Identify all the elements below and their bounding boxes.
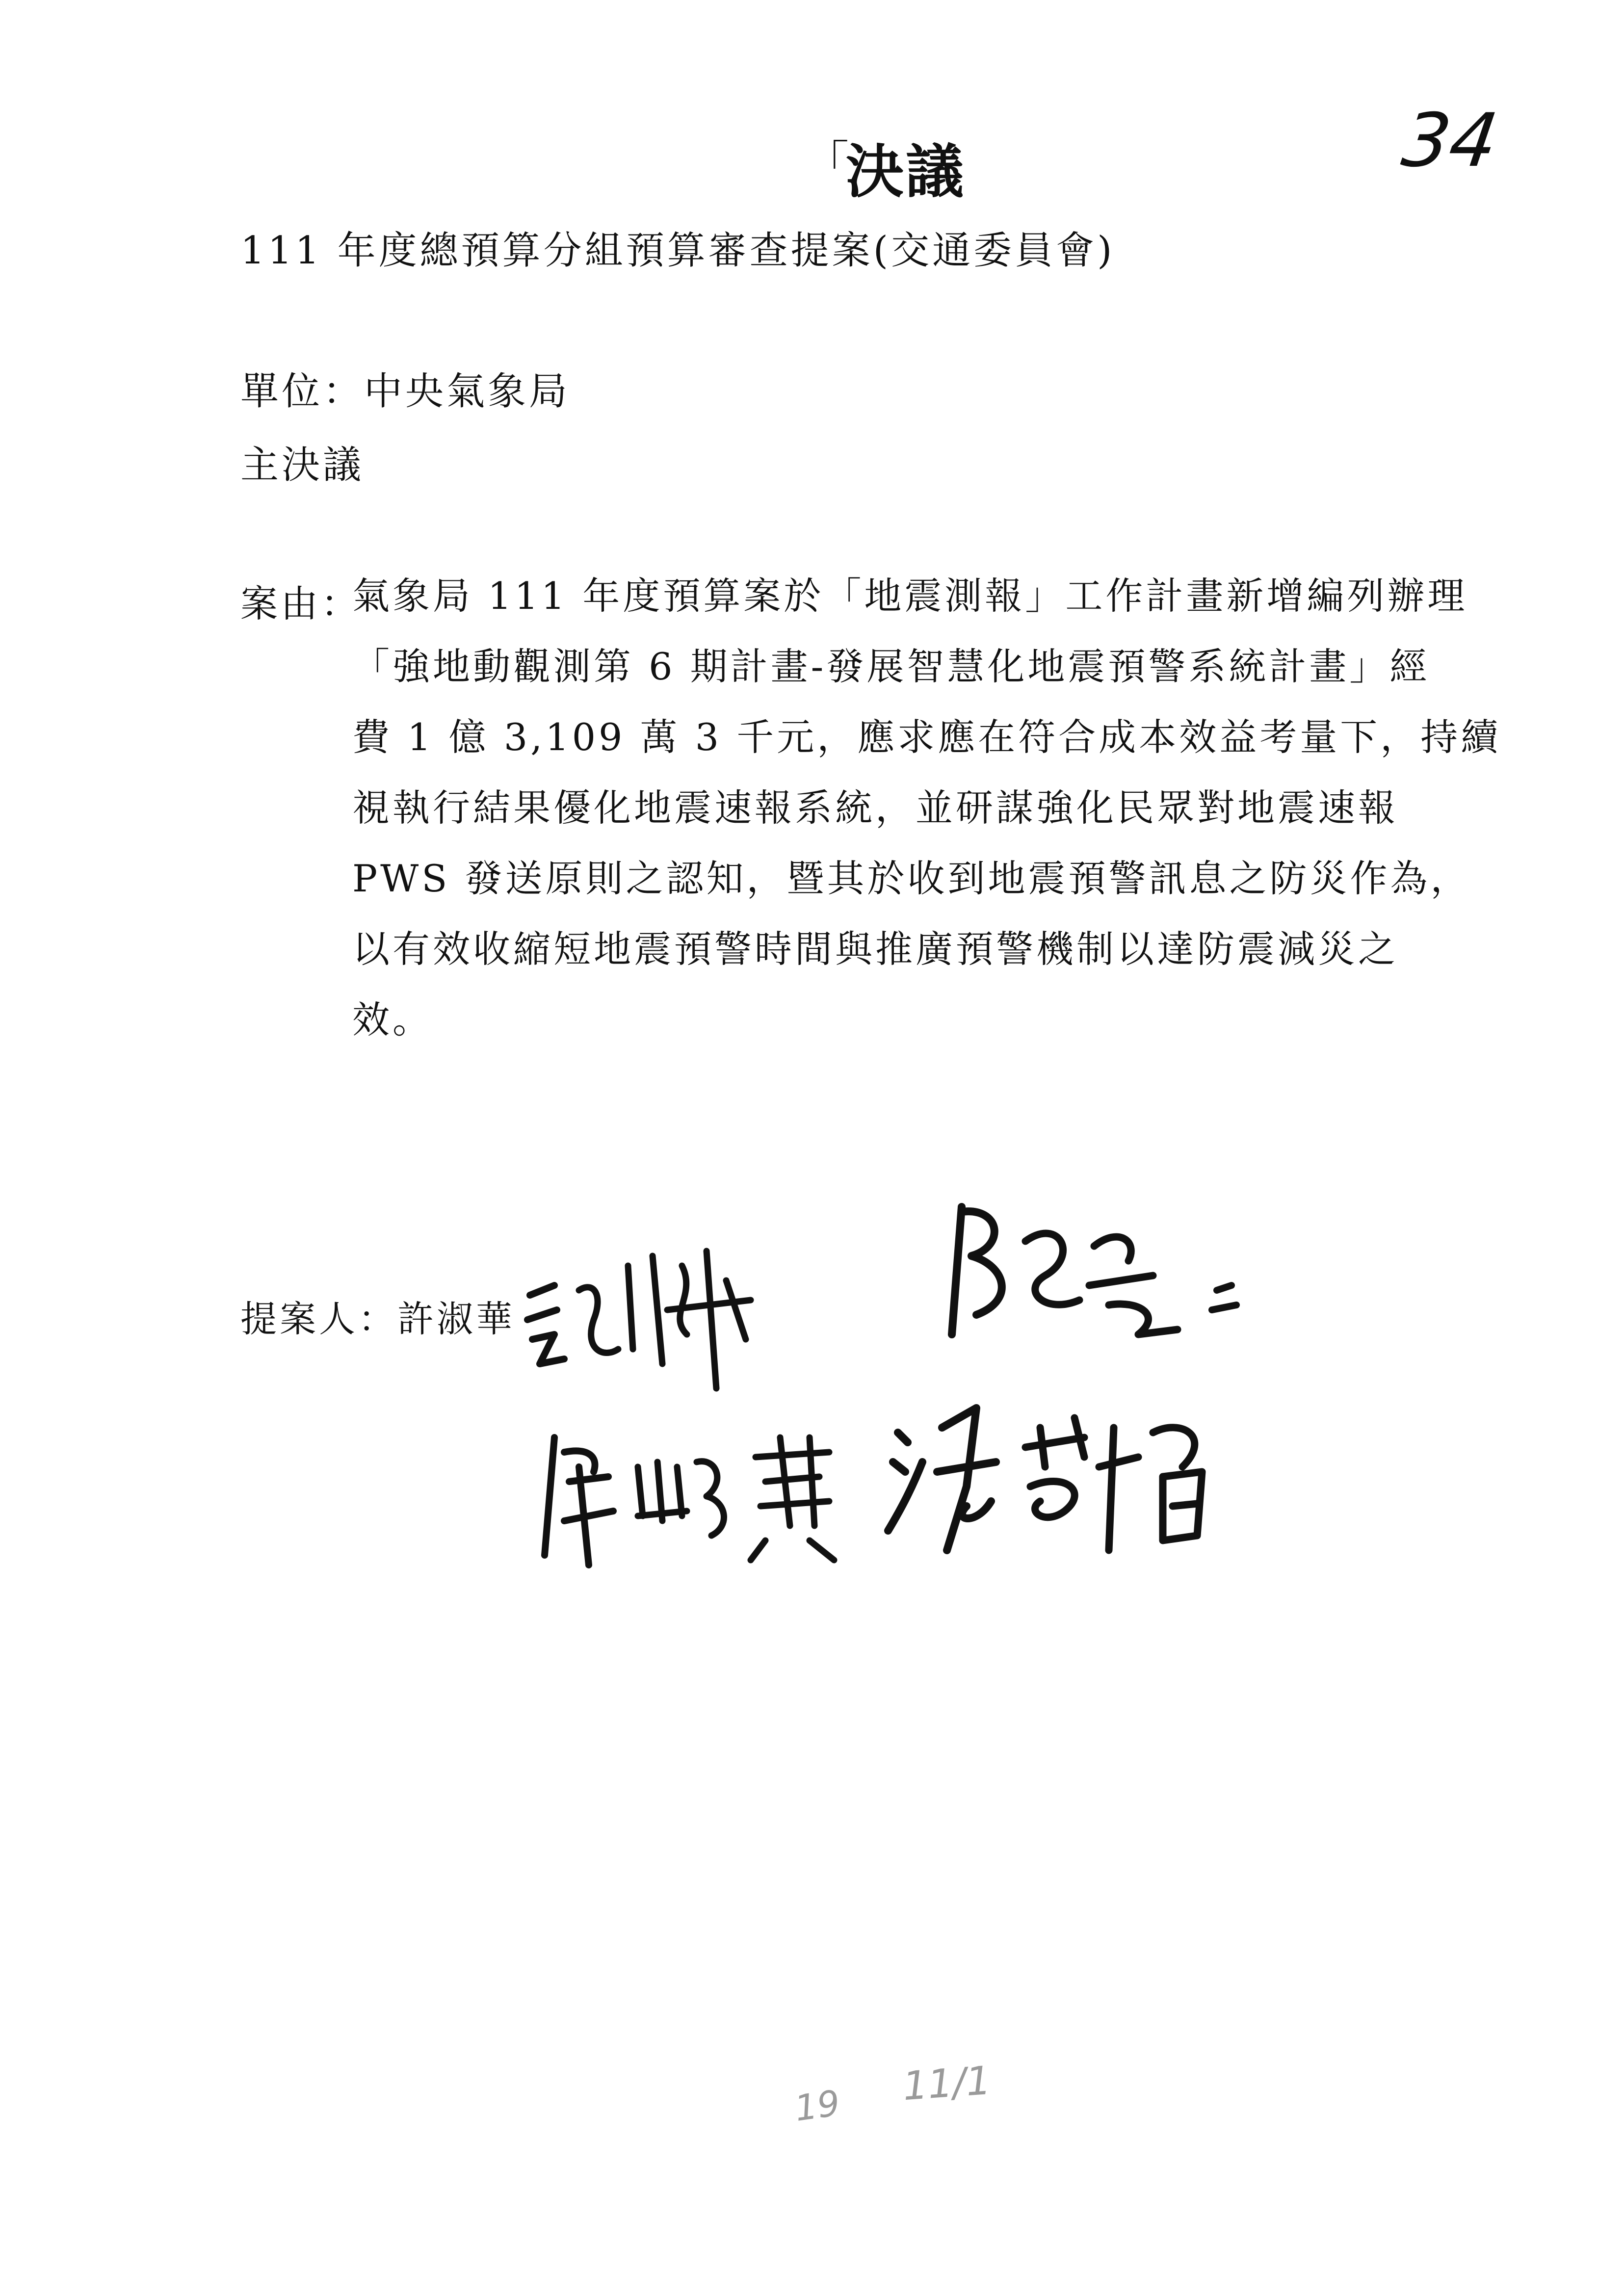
reason-label: 案由： xyxy=(240,582,361,626)
reason-line: 「強地動觀測第 6 期計畫-發展智慧化地震預警系統計畫」經 xyxy=(352,645,1430,688)
handwritten-signature-icon xyxy=(932,1187,1276,1354)
proposer-line xyxy=(240,1290,515,1342)
page-number: 34 xyxy=(1397,98,1503,183)
proposer-name: 許淑華 xyxy=(397,1298,515,1340)
proposer-label: 提案人： xyxy=(240,1298,397,1340)
reason-line: 效。 xyxy=(352,998,433,1042)
title-text: 決議 xyxy=(846,137,966,206)
unit-value: 中央氣象局 xyxy=(364,369,571,414)
handwritten-signature-icon xyxy=(535,1408,849,1570)
footer-date: 11/1 xyxy=(901,2057,993,2110)
unit-line xyxy=(240,361,570,416)
reason-line: 氣象局 111 年度預算案於「地震測報」工作計畫新增編列辦理 xyxy=(352,574,1468,618)
unit-label: 單位： xyxy=(240,369,365,414)
main-resolution-heading: 主決議 xyxy=(240,443,365,487)
reason-line: 以有效收縮短地震預警時間與推廣預警機制以達防震減災之 xyxy=(352,927,1398,971)
footer-number: 19 xyxy=(792,2082,843,2129)
handwritten-signature-icon xyxy=(520,1236,765,1393)
title-bracket: 「 xyxy=(805,136,851,188)
reason-body xyxy=(352,574,1624,1069)
reason-line: 費 1 億 3,109 萬 3 千元，應求應在符合成本效益考量下，持續 xyxy=(352,715,1501,759)
handwritten-signature-icon xyxy=(878,1388,1251,1575)
reason-line: PWS 發送原則之認知，暨其於收到地震預警訊息之防災作為， xyxy=(352,857,1471,900)
reason-line: 視執行結果優化地震速報系統，並研謀強化民眾對地震速報 xyxy=(352,786,1398,830)
document-title xyxy=(805,125,966,209)
document-subtitle: 111 年度總預算分組預算審查提案(交通委員會) xyxy=(240,229,1115,273)
